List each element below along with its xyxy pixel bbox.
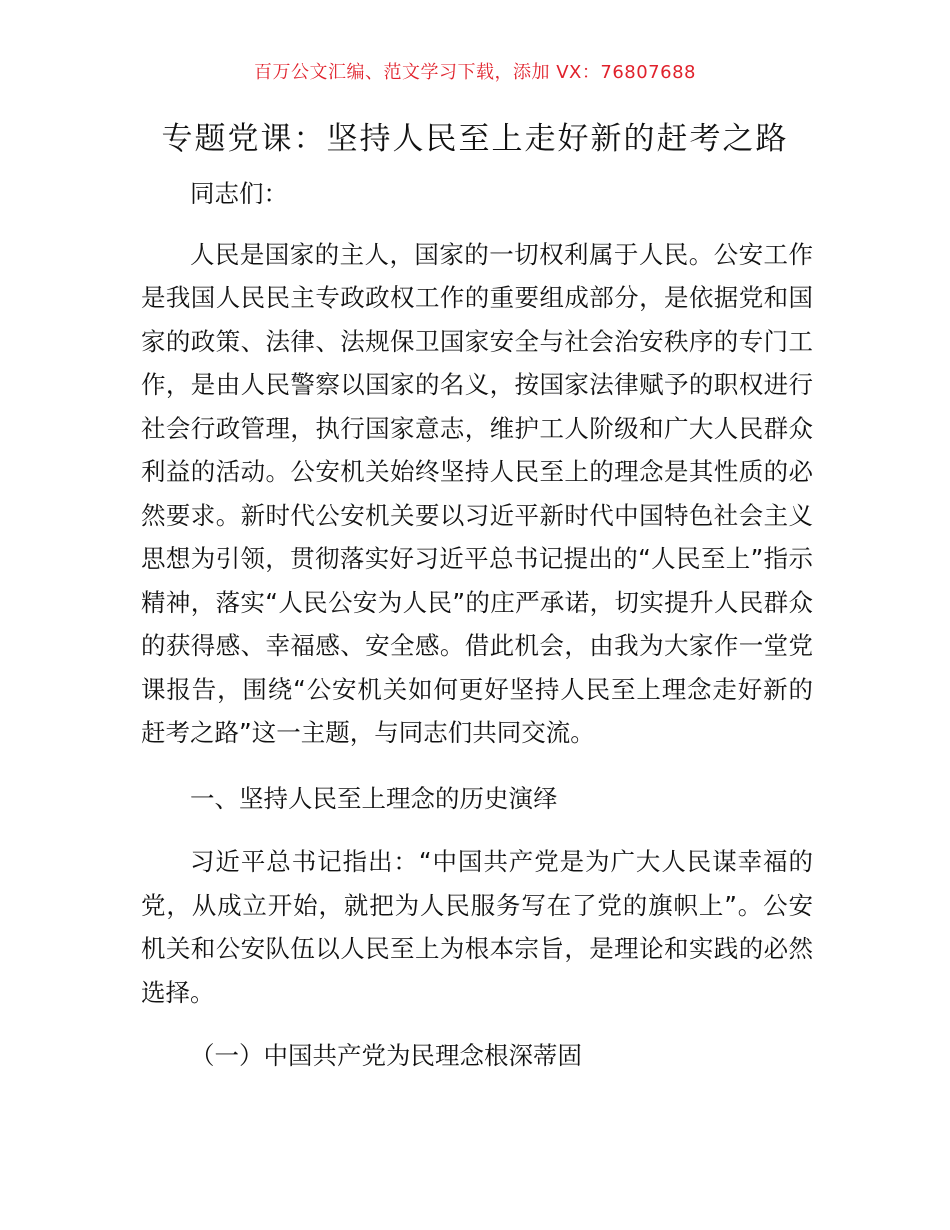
- paragraph-intro: 人民是国家的主人，国家的一切权利属于人民。公安工作是我国人民民主专政政权工作的重要组成部分，是依据党和国家的政策、法律、法规保卫国家安全与社会治安秩序的专门工作，是由人民警察以国家的名义，按国家法律赋予的职权进行社会行政管理，执行国家意志，维护工人阶级和广大人民群众利益的活动。公安机关始终坚持人民至上的理念是其性质的必然要求。新时代公安机关要以习近平新时代中国特色社会主义思想为引领，贯彻落实好习近平总书记提出的“人民至上”指示精神，落实“人民公安为人民”的庄严承诺，切实提升人民群众的获得感、幸福感、安全感。借此机会，由我为大家作一堂党课报告，围绕“公安机关如何更好坚持人民至上理念走好新的赶考之路”这一主题，与同志们共同交流。: [141, 239, 813, 747]
- watermark-header: 百万公文汇编、范文学习下载，添加 VX：76807688: [254, 62, 696, 83]
- document-body: [141, 172, 813, 1078]
- document-title: 专题党课：坚持人民至上走好新的赶考之路: [161, 121, 789, 157]
- greeting: 同志们：: [190, 179, 288, 208]
- section-heading: 一、坚持人民至上理念的历史演绎: [190, 783, 558, 813]
- subsection-heading: （一）中国共产党为民理念根深蒂固: [190, 1041, 582, 1070]
- paragraph-section-1: 习近平总书记指出：“中国共产党是为广大人民谋幸福的党，从成立开始，就把为人民服务写在了党的旗帜上”。公安机关和公安队伍以人民至上为根本宗旨，是理论和实践的必然选择。: [141, 847, 813, 1007]
